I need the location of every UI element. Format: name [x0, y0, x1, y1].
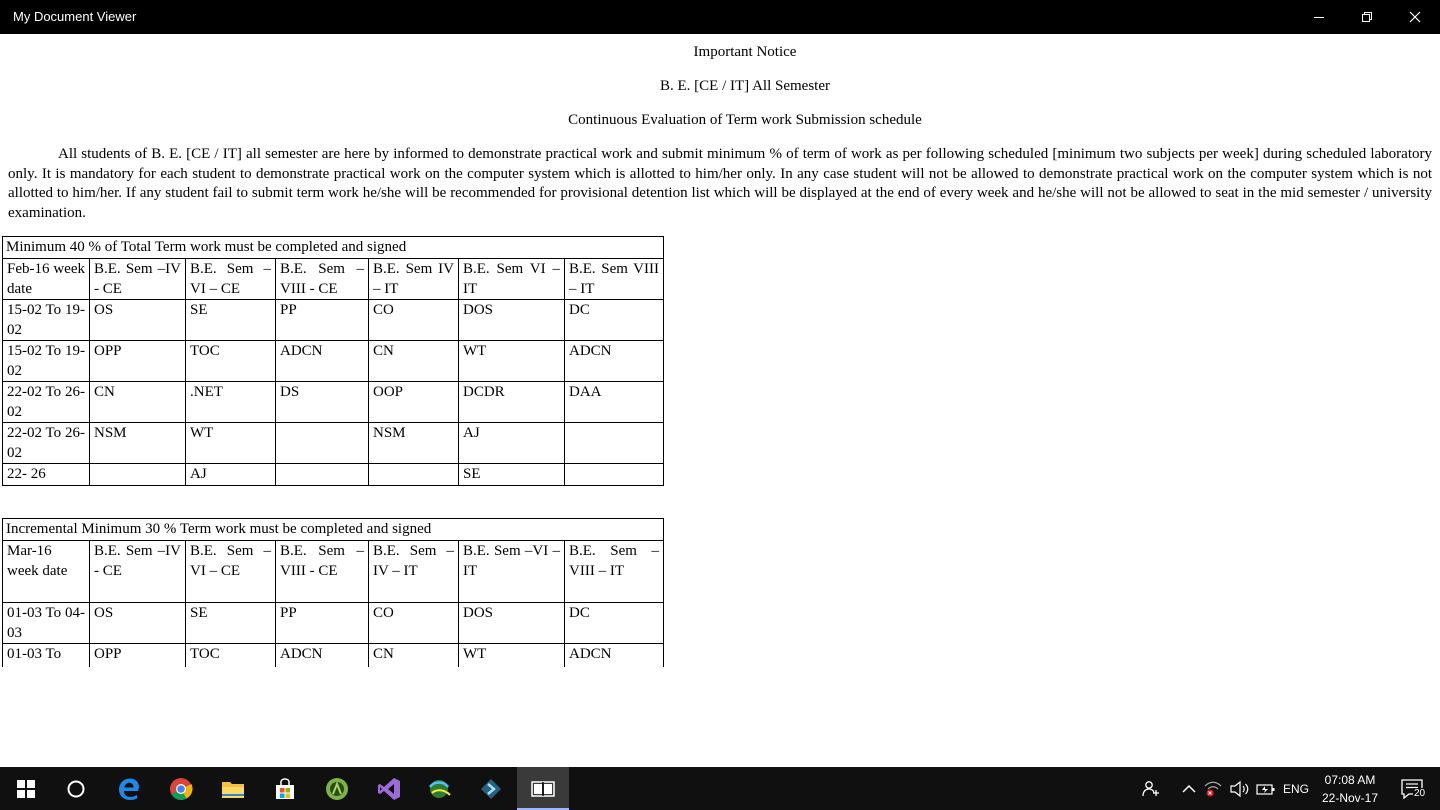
table-cell: TOC [186, 644, 276, 668]
table-caption: Minimum 40 % of Total Term work must be completed and signed [3, 237, 664, 259]
cortana-icon [66, 779, 86, 799]
table-row [3, 382, 664, 423]
document-viewer-icon [531, 779, 555, 799]
network-app-icon [426, 777, 452, 801]
battery-charging-icon [1256, 782, 1276, 796]
android-studio-icon [325, 777, 349, 801]
table-cell: 22-02 To 26-02 [3, 382, 90, 423]
close-button[interactable] [1392, 0, 1438, 34]
table-cell [90, 464, 186, 486]
table-cell [369, 464, 459, 486]
column-header: B.E. Sem –VIII - CE [276, 259, 369, 300]
column-header: B.E. Sem VIII – IT [565, 259, 664, 300]
table-cell: CO [369, 300, 459, 341]
table-cell: DOS [459, 603, 565, 644]
notice-title: Important Notice [693, 44, 797, 60]
table-cell: DAA [565, 382, 664, 423]
column-header: B.E. Sem –VIII - CE [276, 541, 369, 603]
table-row [3, 603, 664, 644]
table-cell: ADCN [276, 644, 369, 668]
minimize-button[interactable] [1296, 0, 1342, 34]
table-cell: 01-03 To [3, 644, 90, 668]
table-cell: OS [90, 603, 186, 644]
window-title: My Document Viewer [13, 9, 137, 24]
table-cell: AJ [459, 423, 565, 464]
table-cell: SE [186, 603, 276, 644]
table-row [3, 644, 664, 668]
chrome-button[interactable] [155, 767, 207, 810]
language-indicator[interactable]: ENG [1282, 781, 1309, 796]
notice-schedule-title: Continuous Evaluation of Term work Submission schedule [568, 112, 922, 128]
table-row [3, 464, 664, 486]
clock-time: 07:08 AM [1324, 773, 1376, 787]
table-caption: Incremental Minimum 30 % Term work must be completed and signed [3, 519, 664, 541]
schedule-table-march [2, 518, 664, 667]
people-button[interactable] [1138, 767, 1164, 810]
chrome-icon [169, 777, 193, 801]
table-header-row [3, 541, 664, 603]
schedule-table-february [2, 236, 664, 486]
table-cell: ADCN [565, 644, 664, 668]
action-center-button[interactable] [1388, 767, 1436, 810]
table-cell: 22-02 To 26-02 [3, 423, 90, 464]
table-cell: CN [90, 382, 186, 423]
android-studio-button[interactable] [311, 767, 363, 810]
document-viewer-taskbar-button[interactable] [517, 767, 569, 810]
table-cell: WT [186, 423, 276, 464]
table-cell: NSM [90, 423, 186, 464]
table-cell: DCDR [459, 382, 565, 423]
notice-paragraph [8, 145, 1432, 223]
column-header: B.E. Sem –VI – CE [186, 259, 276, 300]
table-cell: OPP [90, 341, 186, 382]
table-cell [565, 464, 664, 486]
column-header: B.E. Sem IV – IT [369, 259, 459, 300]
table-cell: TOC [186, 341, 276, 382]
table-cell: 15-02 To 19-02 [3, 300, 90, 341]
file-explorer-button[interactable] [207, 767, 259, 810]
table-cell: SE [186, 300, 276, 341]
table-cell: 15-02 To 19-02 [3, 341, 90, 382]
column-header: B.E. Sem –IV – IT [369, 541, 459, 603]
table-cell: 22- 26 [3, 464, 90, 486]
visual-studio-button[interactable] [363, 767, 415, 810]
column-header: B.E. Sem –VI –IT [459, 541, 565, 603]
table-header-row [3, 259, 664, 300]
network-app-button[interactable] [413, 767, 465, 810]
code-app-button[interactable] [465, 767, 517, 810]
column-header: B.E. Sem –IV - CE [90, 541, 186, 603]
show-hidden-icons-button[interactable] [1178, 767, 1200, 810]
table-cell: CN [369, 644, 459, 668]
column-header: B.E. Sem –VI – CE [186, 541, 276, 603]
people-icon [1142, 780, 1160, 798]
table-cell: DS [276, 382, 369, 423]
clock-date: 22-Nov-17 [1321, 791, 1379, 805]
table-cell: ADCN [276, 341, 369, 382]
close-icon [1409, 11, 1421, 23]
table-cell: WT [459, 644, 565, 668]
network-status-button[interactable] [1202, 767, 1224, 810]
edge-button[interactable] [103, 767, 155, 810]
notice-subtitle: B. E. [CE / IT] All Semester [660, 78, 830, 94]
table-cell: .NET [186, 382, 276, 423]
restore-button[interactable] [1344, 0, 1390, 34]
battery-button[interactable] [1254, 767, 1278, 810]
table-cell: WT [459, 341, 565, 382]
table-row [3, 423, 664, 464]
file-explorer-icon [221, 779, 245, 799]
table-cell: 01-03 To 04-03 [3, 603, 90, 644]
start-button[interactable] [0, 767, 52, 810]
table-cell: ADCN [565, 341, 664, 382]
cortana-button[interactable] [50, 767, 102, 810]
start-icon [17, 780, 35, 798]
table-cell: DC [565, 300, 664, 341]
notice-paragraph-text: All students of B. E. [CE / IT] all semester are here by informed to demonstrate practical work and submit minimum % of term of work as per following scheduled [minimum two subjects per week] during scheduled laboratory only. It is mandatory for each student to demonstrate practical work on the computer system which is allotted to him/her only. In any case student will not be allowed to demonstrate practical work on the computer system which is not allotted to him/her. If any student fail to submit term work he/she will be recommended for provisional detention list which will be displayed at the end of every week and he/she will not be allowed to seat in the mid semester / university examination. [8, 146, 1432, 221]
table-row [3, 341, 664, 382]
table-cell: NSM [369, 423, 459, 464]
table-cell: OPP [90, 644, 186, 668]
table-cell: CN [369, 341, 459, 382]
table-cell [565, 423, 664, 464]
table-cell: PP [276, 603, 369, 644]
edge-icon [117, 777, 141, 801]
column-header: B.E. Sem –IV - CE [90, 259, 186, 300]
table-cell: AJ [186, 464, 276, 486]
table-cell [276, 423, 369, 464]
chevron-up-icon [1182, 784, 1196, 794]
restore-icon [1361, 11, 1373, 23]
table-cell: CO [369, 603, 459, 644]
document-page [0, 34, 1440, 667]
table-cell [276, 464, 369, 486]
column-header: Feb-16 week date [3, 259, 90, 300]
column-header: Mar-16 week date [3, 541, 90, 603]
visual-studio-icon [377, 777, 401, 801]
table-cell: DC [565, 603, 664, 644]
column-header: B.E. Sem –VIII – IT [565, 541, 664, 603]
wifi-disconnected-icon [1204, 781, 1222, 797]
title-bar [0, 0, 1440, 34]
column-header: B.E. Sem VI –IT [459, 259, 565, 300]
volume-button[interactable] [1228, 767, 1252, 810]
minimize-icon [1313, 11, 1325, 23]
table-row [3, 300, 664, 341]
taskbar [0, 767, 1440, 810]
store-icon [274, 778, 296, 800]
table-cell: PP [276, 300, 369, 341]
table-cell: OS [90, 300, 186, 341]
system-clock[interactable] [1316, 771, 1384, 807]
volume-icon [1230, 781, 1250, 797]
notification-count: 20 [1414, 788, 1426, 799]
code-app-icon [480, 778, 502, 800]
table-cell: OOP [369, 382, 459, 423]
table-cell: SE [459, 464, 565, 486]
table-cell: DOS [459, 300, 565, 341]
store-button[interactable] [259, 767, 311, 810]
